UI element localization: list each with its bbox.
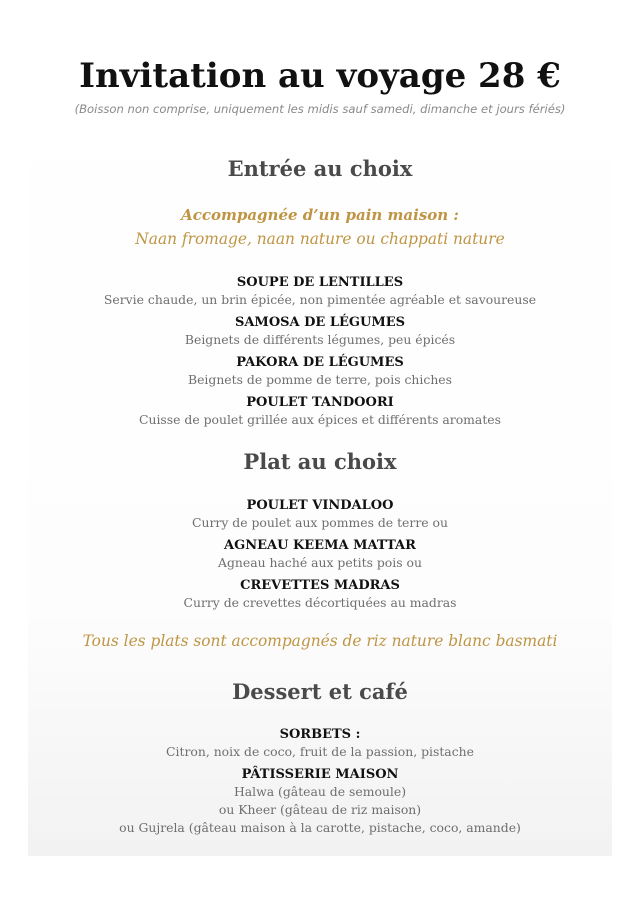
section-title-dessert: Dessert et café [232,679,408,704]
menu-item-description: Beignets de différents légumes, peu épicés [184,332,456,347]
menu-item-description: Citron, noix de coco, fruit de la passion, pistache [166,744,474,759]
menu-item-name: SOUPE DE LENTILLES [236,275,404,290]
section-title-plat: Plat au choix [243,449,397,474]
menu-item-description: ou Kheer (gâteau de riz maison) [218,802,422,817]
menu-item-name: CREVETTES MADRAS [240,578,400,593]
menu-item-name: POULET TANDOORI [246,395,394,410]
section-title-entree: Entrée au choix [227,156,413,181]
menu-item-name: SORBETS : [279,727,361,742]
menu-item-name: POULET VINDALOO [246,498,394,513]
menu-item-name: PAKORA DE LÉGUMES [236,355,404,370]
menu-conditions: (Boisson non comprise, uniquement les midis sauf samedi, dimanche et jours fériés) [74,102,566,116]
menu-item-description: Servie chaude, un brin épicée, non pimentée agréable et savoureuse [103,292,537,307]
menu-item-name: AGNEAU KEEMA MATTAR [224,538,416,553]
menu-item-name: SAMOSA DE LÉGUMES [234,315,406,330]
menu-item-description: Cuisse de poulet grillée aux épices et différents aromates [138,412,501,427]
menu-title: Invitation au voyage 28 € [79,56,561,96]
menu-item-description: Curry de poulet aux pommes de terre ou [192,515,448,530]
rice-note: Tous les plats sont accompagnés de riz nature blanc basmati [82,632,558,650]
menu-item-description: Curry de crevettes décortiquées au madras [183,595,457,610]
menu-item-description: Halwa (gâteau de semoule) [233,784,407,799]
menu-item-name: PÂTISSERIE MAISON [241,767,399,782]
menu-sheet [28,46,612,856]
bread-note-options: Naan fromage, naan nature ou chappati nature [135,230,505,248]
menu-item-description: Agneau haché aux petits pois ou [218,555,422,570]
menu-item-description: Beignets de pomme de terre, pois chiches [187,372,452,387]
menu-item-description: ou Gujrela (gâteau maison à la carotte, pistache, coco, amande) [119,820,521,835]
bread-note-heading: Accompagnée d’un pain maison : [181,206,459,224]
